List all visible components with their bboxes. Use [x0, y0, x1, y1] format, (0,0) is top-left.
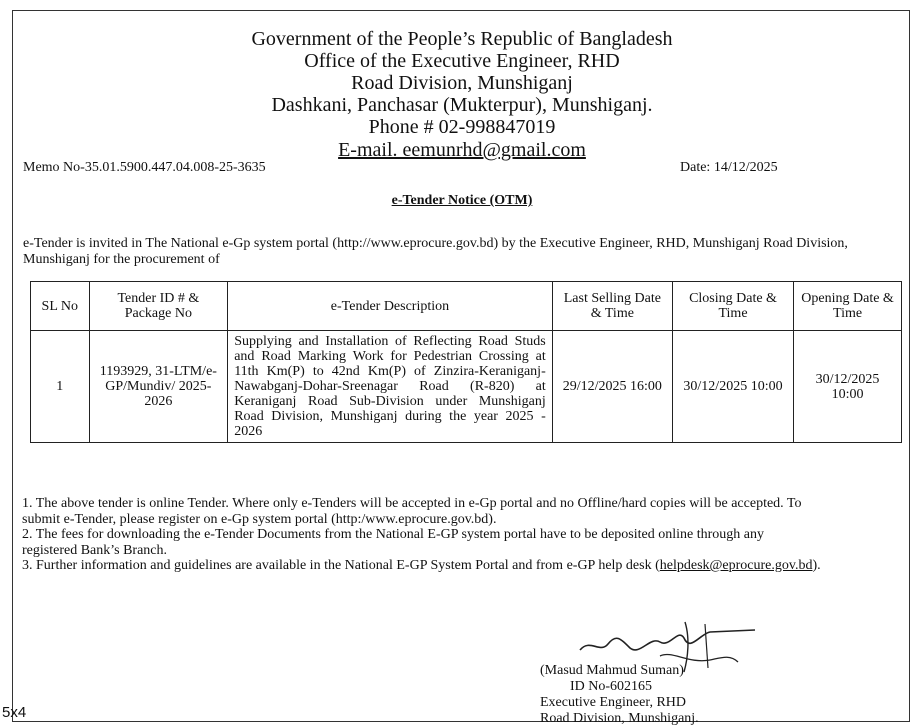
col-header-closing: Closing Date & Time — [672, 282, 793, 331]
cell-sl: 1 — [31, 331, 90, 443]
signatory-id: ID No-602165 — [570, 679, 653, 694]
scale-label: 5x4 — [2, 704, 27, 721]
notice-title: e-Tender Notice (OTM) — [391, 193, 533, 208]
cell-last-selling: 29/12/2025 16:00 — [552, 331, 672, 443]
helpdesk-email-link[interactable]: helpdesk@eprocure.gov.bd — [659, 558, 813, 573]
col-header-description: e-Tender Description — [228, 282, 553, 331]
cell-tender-id: 1193929, 31-LTM/e-GP/Mundiv/ 2025-2026 — [89, 331, 228, 443]
signatory-name: (Masud Mahmud Suman) — [540, 663, 684, 678]
note-3-end: ). — [812, 558, 821, 573]
col-header-opening: Opening Date & Time — [794, 282, 902, 331]
memo-number: Memo No-35.01.5900.447.04.008-25-3635 — [23, 160, 266, 175]
signature-text — [540, 663, 770, 727]
cell-description: Supplying and Installation of Reflecting Road Studs and Road Marking Work for Pedestrian Crossing at 11th Km(P) to 42nd Km(P) of Zinzira-Keraniganj-Nawabganj-Dohar-Sreenagar Road (R-820) at Keraniganj Road Sub-Division under Munshiganj Road Division, Munshiganj during the year 2025 - 2026 — [228, 331, 553, 443]
signatory-office: Road Division, Munshiganj. — [540, 711, 699, 726]
signatory-designation: Executive Engineer, RHD — [540, 695, 687, 710]
table-row — [31, 331, 902, 443]
note-1: 1. The above tender is online Tender. Where only e-Tenders will be accepted in e-Gp portal and no Offline/hard copies will be accepted. To submit e-Tender, please register on e-Gp system portal (http:/www.eprocure.gov.bd). — [22, 496, 802, 527]
cell-opening: 30/12/2025 10:00 — [794, 331, 902, 443]
intro-paragraph: e-Tender is invited in The National e-Gp system portal (http://www.eprocure.gov.bd) by the Executive Engineer, RHD, Munshiganj Road Division, Munshiganj for the procurement of — [23, 236, 848, 267]
note-2: 2. The fees for downloading the e-Tender Documents from the National E-GP system portal have to be deposited online through any registered Bank’s Branch. — [22, 527, 764, 558]
header-government: Government of the People’s Republic of Bangladesh — [251, 28, 673, 50]
table-header-row — [31, 282, 902, 331]
note-3-text: 3. Further information and guidelines are available in the National E-GP System Portal and from e-GP help desk ( — [22, 558, 660, 573]
col-header-last-selling: Last Selling Date & Time — [552, 282, 672, 331]
header-email: E-mail. eemunrhd@gmail.com — [338, 139, 586, 161]
note-3 — [22, 558, 822, 574]
header-phone: Phone # 02-998847019 — [368, 116, 556, 138]
col-header-sl: SL No — [31, 282, 90, 331]
header-office: Office of the Executive Engineer, RHD — [304, 50, 620, 72]
notes-list — [22, 496, 822, 574]
header-address: Dashkani, Panchasar (Mukterpur), Munshiganj. — [271, 94, 653, 116]
cell-closing: 30/12/2025 10:00 — [672, 331, 793, 443]
tender-table — [30, 281, 902, 443]
header-division: Road Division, Munshiganj — [351, 72, 573, 94]
memo-date: Date: 14/12/2025 — [680, 160, 778, 175]
col-header-tender-id: Tender ID # & Package No — [89, 282, 228, 331]
